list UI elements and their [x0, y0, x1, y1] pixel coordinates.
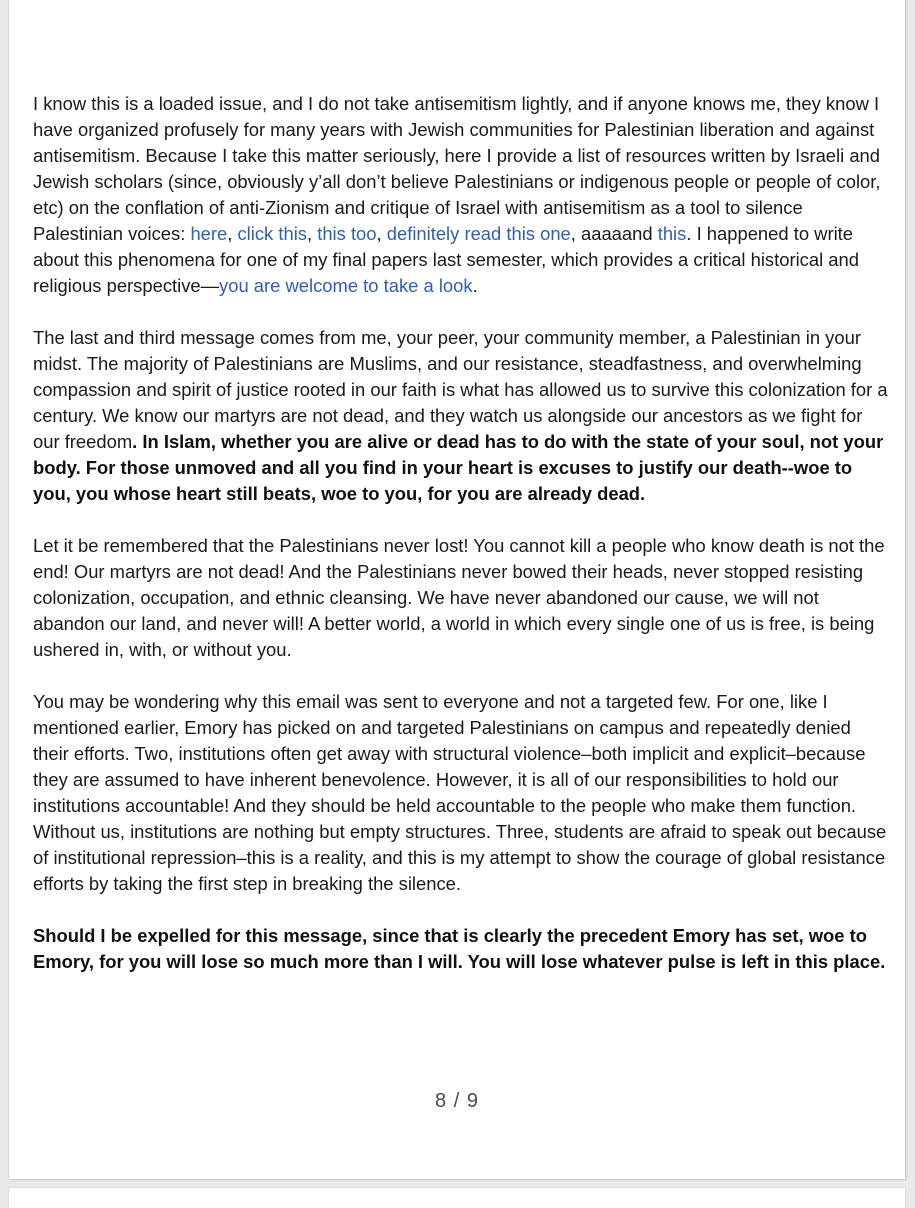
paragraph-resources [33, 91, 889, 299]
bold-text: Should I be expelled for this message, since that is clearly the precedent Emory has set, woe to Emory, for you will lose so much more than I will. You will lose whatever pulse is left in this place. [33, 925, 886, 972]
link-this[interactable]: this [657, 223, 687, 244]
document-body [33, 91, 889, 1001]
link-click-this[interactable]: click this [237, 223, 307, 244]
text-span: , [306, 223, 318, 244]
text-span: The last and third message comes from me, your peer, your community member, a Palestinian in your midst. The majority of Palestinians are Muslims, and our resistance, steadfastness, and overwhelming compassion and spirit of justice rooted in our faith is what has allowed us to survive this colonization for a century. We know our martyrs are not dead, and they watch us alongside our ancestors as we fight for our freedom [33, 327, 888, 452]
text-span: , [227, 223, 238, 244]
bold-text: . In Islam, whether you are alive or dead has to do with the state of your soul, not your body. For those unmoved and all you find in your heart is excuses to justify our death--woe to you, you whose heart still beats, woe to you, for you are already dead. [33, 431, 884, 504]
paragraph-why-email: You may be wondering why this email was sent to everyone and not a targeted few. For one, like I mentioned earlier, Emory has picked on and targeted Palestinians on campus and repeatedly denied their efforts. Two, institutions often get away with structural violence–both implicit and explicit–because they are assumed to have inherent benevolence. However, it is all of our responsibilities to hold our institutions accountable! And they should be held accountable to the people who make them function. Without us, institutions are nothing but empty structures. Three, students are afraid to speak out because of institutional repression–this is a reality, and this is my attempt to show the courage of global resistance efforts by taking the first step in breaking the silence. [33, 691, 887, 894]
text-span: . [472, 275, 478, 296]
document-page [9, 0, 905, 1179]
paragraph-never-lost: Let it be remembered that the Palestinians never lost! You cannot kill a people who know death is not the end! Our martyrs are not dead! And the Palestinians never bowed their heads, never stopped resisting colonization, occupation, and ethnic cleansing. We have never abandoned our cause, we will not abandon our land, and never will! A better world, a world in which every single one of us is free, is being ushered in, with, or without you. [33, 535, 885, 660]
text-span: , aaaaand [570, 223, 658, 244]
link-this-too[interactable]: this too [317, 223, 377, 244]
text-span: I know this is a loaded issue, and I do not take antisemitism lightly, and if anyone knows me, they know I have organized profusely for many years with Jewish communities for Palestinian liberation and against antisemitism. Because I take this matter seriously, here I provide a list of resources written by Israeli and Jewish scholars (since, obviously y’all don’t believe Palestinians or indigenous people or people of color, etc) on the conflation of anti-Zionism and critique of Israel with antisemitism as a tool to silence Palestinian voices: [33, 93, 881, 244]
link-welcome-to-take-a-look[interactable]: you are welcome to take a look [219, 275, 473, 296]
link-here[interactable]: here [190, 223, 228, 244]
link-definitely-read-this-one[interactable]: definitely read this one [386, 223, 571, 244]
text-span: , [376, 223, 387, 244]
page-indicator: 8 / 9 [435, 1090, 479, 1112]
paragraph-expelled [33, 923, 889, 975]
paragraph-third-message [33, 325, 889, 507]
next-page-edge [9, 1188, 905, 1208]
text-span: . I happened to write about this phenomena for one of my final papers last semester, which provides a critical historical and religious perspective— [33, 223, 859, 296]
